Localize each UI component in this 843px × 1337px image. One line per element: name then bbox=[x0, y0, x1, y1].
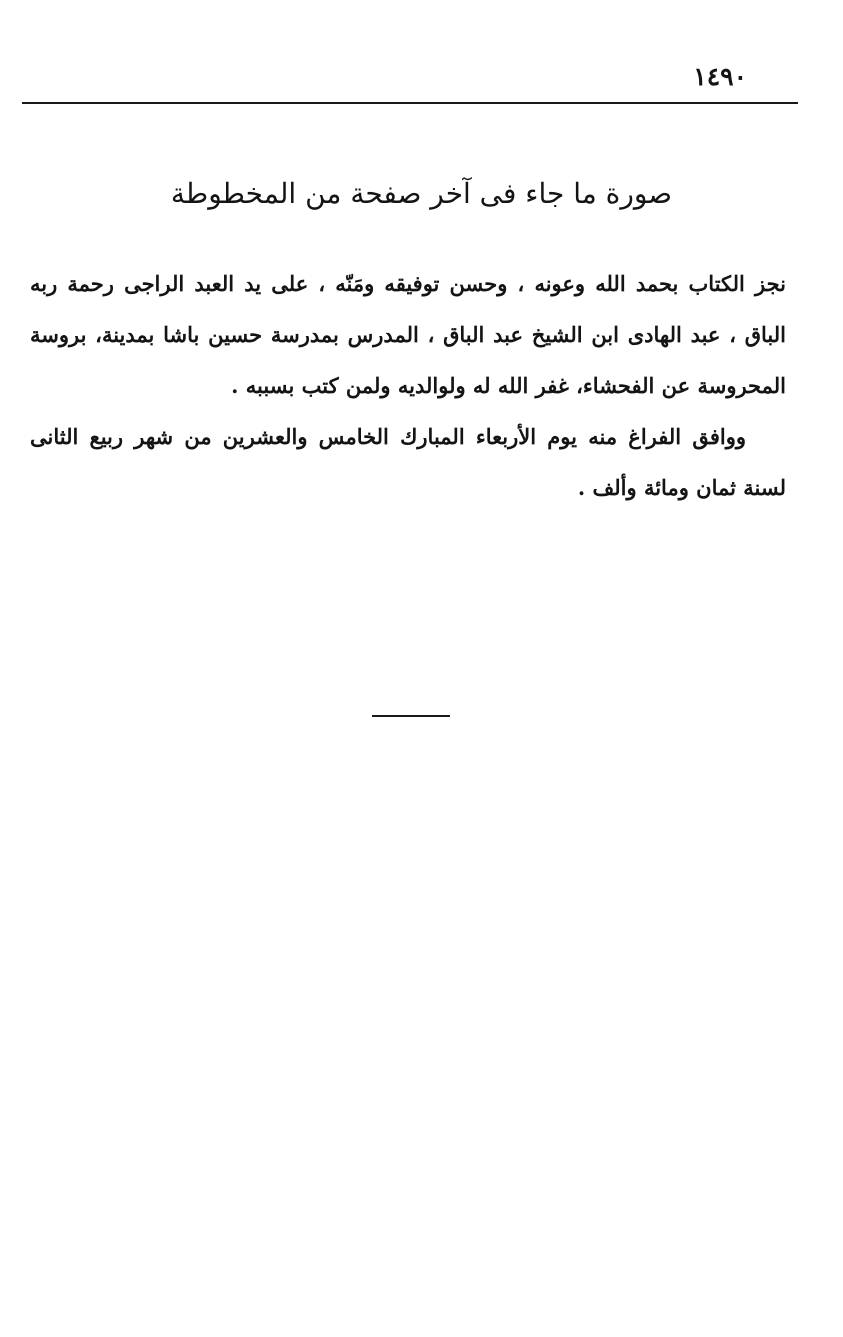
paragraph-colophon: نجز الكتاب بحمد الله وعونه ، وحسن توفيقه ومَنّه ، على يد العبد الراجى رحمة ربه الباق ، عبد الهادى ابن الشيخ عبد الباق ، المدرس بمدرسة حسين باشا بمدينة، بروسة المحروسة عن الفحشاء، غفر الله له ولوالديه ولمن كتب بسببه . bbox=[30, 271, 786, 398]
closing-rule bbox=[372, 715, 450, 717]
header-rule bbox=[22, 102, 798, 104]
page-number: ١٤٩٠ bbox=[693, 62, 747, 91]
paragraph-completion-date: ووافق الفراغ منه يوم الأربعاء المبارك الخامس والعشرين من شهر ربيع الثانى لسنة ثمان ومائة وألف . bbox=[30, 424, 786, 500]
page-title: صورة ما جاء فى آخر صفحة من المخطوطة bbox=[170, 177, 673, 210]
body-text bbox=[30, 258, 786, 513]
